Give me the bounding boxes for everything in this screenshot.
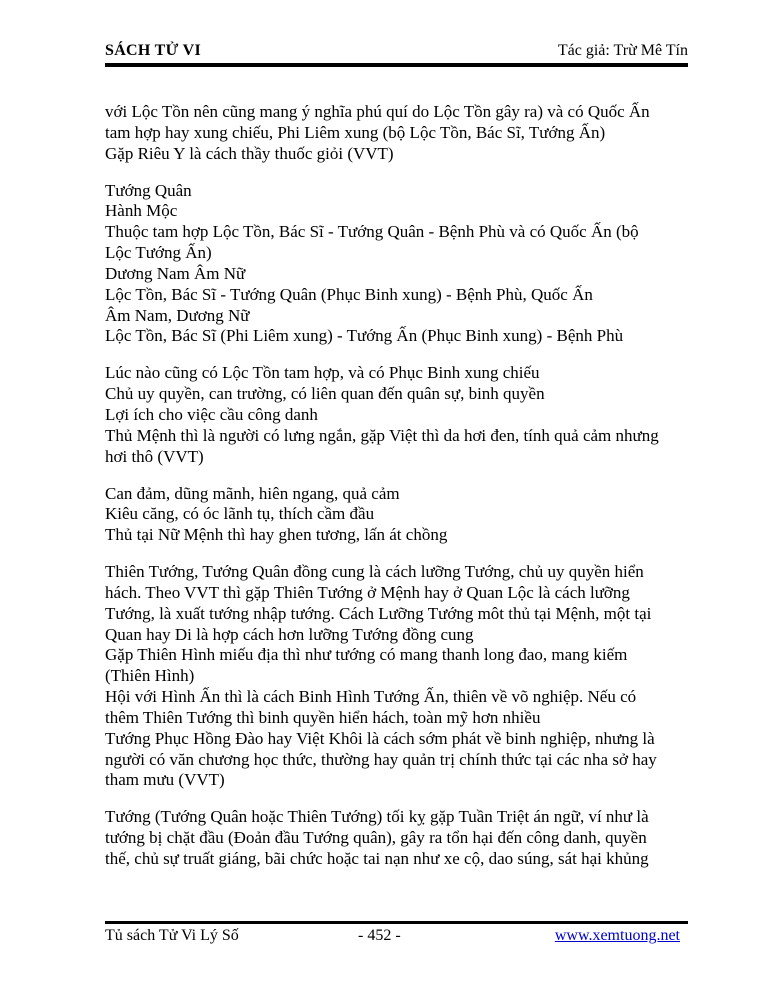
- website-link[interactable]: www.xemtuong.net: [554, 927, 680, 944]
- text-line: thêm Thiên Tướng thì binh quyền hiển hách, toàn mỹ hơn nhiều: [105, 707, 541, 727]
- text-line: Can đảm, dũng mãnh, hiên ngang, quả cảm: [105, 483, 400, 503]
- text-line: Lộc Tồn, Bác Sĩ - Tướng Quân (Phục Binh xung) - Bệnh Phù, Quốc Ấn: [105, 284, 593, 304]
- text-line: Dương Nam Âm Nữ: [105, 263, 246, 283]
- text-line: Kiêu căng, có óc lãnh tụ, thích cầm đầu: [105, 504, 375, 524]
- page-body: [105, 102, 690, 886]
- text-line: thế, chủ sự truất giáng, bãi chức hoặc tai nạn như xe cộ, dao súng, sát hại khủng: [105, 849, 649, 868]
- footer-rule: [105, 921, 688, 924]
- paragraph: [105, 181, 690, 348]
- text-line: Thuộc tam hợp Lộc Tồn, Bác Sĩ - Tướng Quân - Bệnh Phù và có Quốc Ấn (bộ: [105, 222, 639, 242]
- text-line: (Thiên Hình): [105, 666, 195, 686]
- text-line: tam hợp hay xung chiếu, Phi Liêm xung (bộ Lộc Tồn, Bác Sĩ, Tướng Ấn): [105, 122, 606, 142]
- text-line: Gặp Thiên Hình miếu địa thì như tướng có mang thanh long đao, mang kiếm: [105, 645, 628, 665]
- paragraph: [105, 807, 690, 870]
- text-line: Lúc nào cũng có Lộc Tồn tam hợp, và có Phục Binh xung chiếu: [105, 363, 540, 383]
- text-line: Gặp Riêu Y là cách thầy thuốc giỏi (VVT): [105, 143, 394, 163]
- text-line: Lợi ích cho việc cầu công danh: [105, 404, 318, 424]
- text-line: Lộc Tướng Ấn): [105, 243, 212, 263]
- page-header: [105, 42, 688, 60]
- text-line: Hành Mộc: [105, 201, 178, 221]
- text-line: Tướng (Tướng Quân hoặc Thiên Tướng) tối kỵ gặp Tuần Triệt án ngữ, ví như là: [105, 807, 649, 827]
- text-line: Thủ tại Nữ Mệnh thì hay ghen tương, lấn át chồng: [105, 525, 448, 545]
- author-credit: Tác giả: Trừ Mê Tín: [557, 42, 688, 59]
- text-line: với Lộc Tồn nên cũng mang ý nghĩa phú quí do Lộc Tồn gây ra) và có Quốc Ấn: [105, 102, 650, 121]
- text-line: Tướng Phục Hồng Đào hay Việt Khôi là cách sớm phát về binh nghiệp, nhưng là: [105, 728, 655, 748]
- text-line: Tướng, là xuất tướng nhập tướng. Cách Lưỡng Tướng môt thủ tại Mệnh, một tại: [105, 603, 652, 623]
- text-line: Lộc Tồn, Bác Sĩ (Phi Liêm xung) - Tướng Ấn (Phục Binh xung) - Bệnh Phù: [105, 326, 624, 346]
- text-line: người có văn chương học thức, thường hay quản trị chính thức tại các nha sở hay: [105, 749, 657, 769]
- paragraph: [105, 363, 690, 467]
- text-line: Thủ Mệnh thì là người có lưng ngắn, gặp Việt thì da hơi đen, tính quả cảm nhưng: [105, 425, 659, 445]
- text-line: hách. Theo VVT thì gặp Thiên Tướng ở Mệnh hay ở Quan Lộc là cách lưỡng: [105, 582, 630, 602]
- book-title: SÁCH TỬ VI: [105, 42, 202, 59]
- paragraph: [105, 102, 690, 165]
- text-line: Tướng Quân: [105, 180, 192, 200]
- text-line: hơi thô (VVT): [105, 446, 204, 466]
- header-rule: [105, 63, 688, 67]
- text-line: tham mưu (VVT): [105, 770, 225, 790]
- series-title: Tủ sách Tử Vi Lý Số: [105, 927, 239, 944]
- text-line: tướng bị chặt đầu (Đoản đầu Tướng quân), gây ra tổn hại đến công danh, quyền: [105, 828, 647, 848]
- text-line: Âm Nam, Dương Nữ: [105, 305, 250, 325]
- text-line: Quan hay Di là hợp cách hơn lưỡng Tướng đồng cung: [105, 624, 474, 644]
- text-line: Thiên Tướng, Tướng Quân đồng cung là cách lưỡng Tướng, chủ uy quyền hiển: [105, 562, 644, 582]
- paragraph: [105, 484, 690, 547]
- page-number: - 452 -: [358, 927, 401, 944]
- text-line: Chủ uy quyền, can trường, có liên quan đến quân sự, binh quyền: [105, 384, 545, 404]
- text-line: Hội với Hình Ấn thì là cách Binh Hình Tướng Ấn, thiên về võ nghiệp. Nếu có: [105, 687, 637, 707]
- paragraph: [105, 562, 690, 791]
- page-footer: [105, 927, 688, 949]
